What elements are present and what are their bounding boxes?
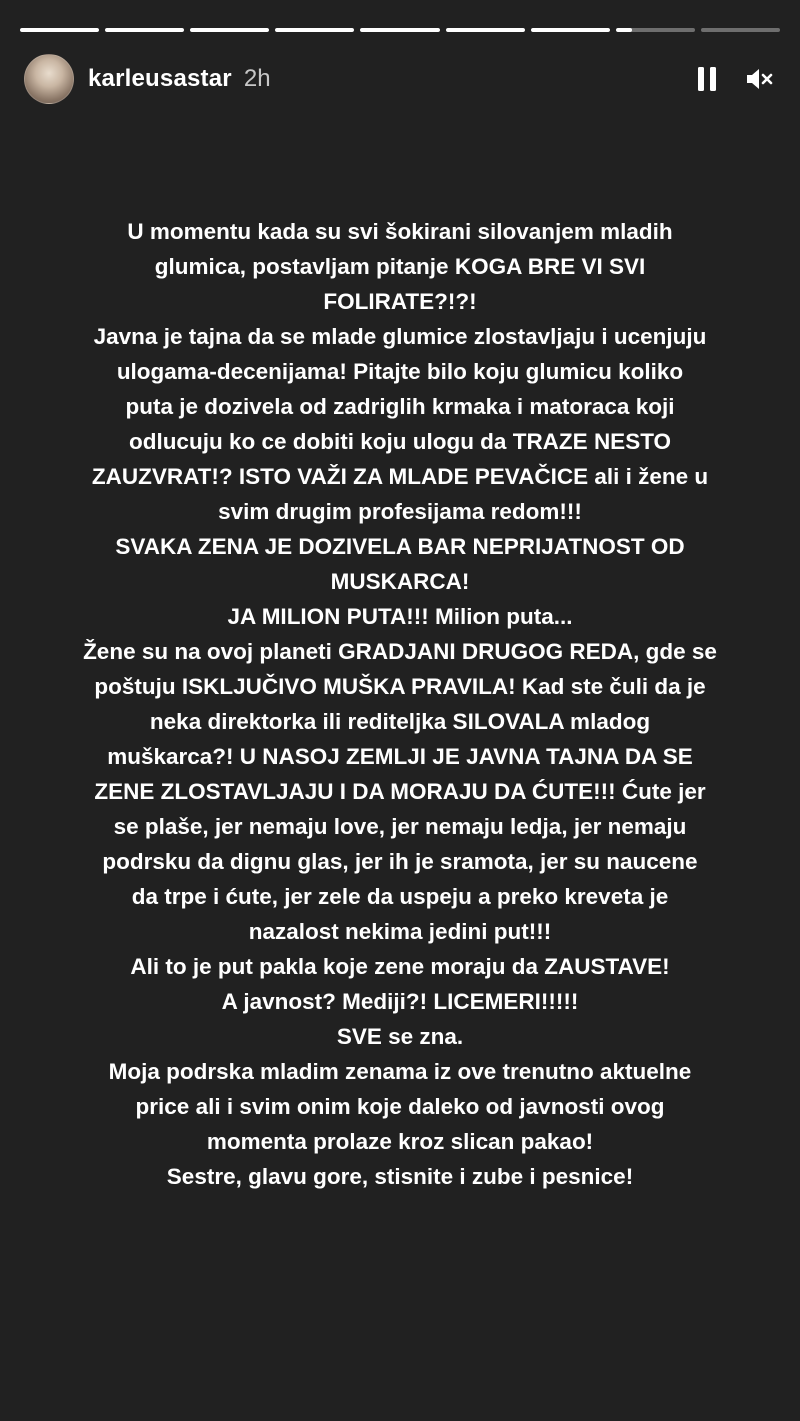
pause-icon — [696, 65, 718, 93]
post-time: 2h — [243, 65, 271, 92]
progress-segment — [190, 28, 269, 32]
story-header — [24, 55, 776, 103]
pause-button[interactable] — [690, 62, 724, 96]
progress-segment-fill — [275, 28, 354, 32]
progress-segment — [531, 28, 610, 32]
username[interactable]: karleusastar — [88, 65, 232, 92]
progress-segment — [105, 28, 184, 32]
progress-segment-fill — [531, 28, 610, 32]
progress-segment — [446, 28, 525, 32]
mute-icon — [744, 65, 774, 93]
progress-segment-fill — [616, 28, 632, 32]
progress-segment — [616, 28, 695, 32]
progress-segment-fill — [446, 28, 525, 32]
progress-segment-fill — [105, 28, 184, 32]
story-controls — [690, 62, 776, 96]
progress-segment — [701, 28, 780, 32]
progress-segment — [20, 28, 99, 32]
mute-button[interactable] — [742, 62, 776, 96]
avatar[interactable] — [24, 54, 74, 104]
progress-segment — [275, 28, 354, 32]
story-progress-bar — [20, 28, 780, 32]
progress-segment — [360, 28, 439, 32]
progress-segment-fill — [20, 28, 99, 32]
story-text: U momentu kada su svi šokirani silovanjem mladih glumica, postavljam pitanje KOGA BRE VI SVI FOLIRATE?!?! Javna je tajna da se mlade glumice zlostavljaju i ucenjuju ulogama-decenijama! Pitajte bilo koju glumicu koliko puta je dozivela od zadriglih krmaka i matoraca koji odlucuju ko ce dobiti koju ulogu da TRAZE NESTO ZAUZVRAT!? ISTO VAŽI ZA MLADE PEVAČICE ali i žene u svim drugim profesijama redom!!! SVAKA ZENA JE DOZIVELA BAR NEPRIJATNOST OD MUSKARCA! JA MILION PUTA!!! Milion puta... Žene su na ovoj planeti GRADJANI DRUGOG REDA, gde se poštuju ISKLJUČIVO MUŠKA PRAVILA! Kad ste čuli da je neka direktorka ili rediteljka SILOVALA mladog muškarca?! U NASOJ ZEMLJI JE JAVNA TAJNA DA SE ZENE ZLOSTAVLJAJU I DA MORAJU DA ĆUTE!!! Ćute jer se plaše, jer nemaju love, jer nemaju ledja, jer nemaju podrsku da dignu glas, jer ih je sramota, jer su naucene da trpe i ćute, jer zele da uspeju a preko kreveta je nazalost nekima jedini put!!! Ali to je put pakla koje zene moraju da ZAUSTAVE! A javnost? Mediji?! LICEMERI!!!!! SVE se zna. Moja podrska mladim zenama iz ove trenutno aktuelne price ali i svim onim koje daleko od javnosti ovog momenta prolaze kroz slican pakao! Sestre, glavu gore, stisnite i zube i pesnice! — [83, 219, 717, 1189]
progress-segment-fill — [360, 28, 439, 32]
progress-segment-fill — [190, 28, 269, 32]
